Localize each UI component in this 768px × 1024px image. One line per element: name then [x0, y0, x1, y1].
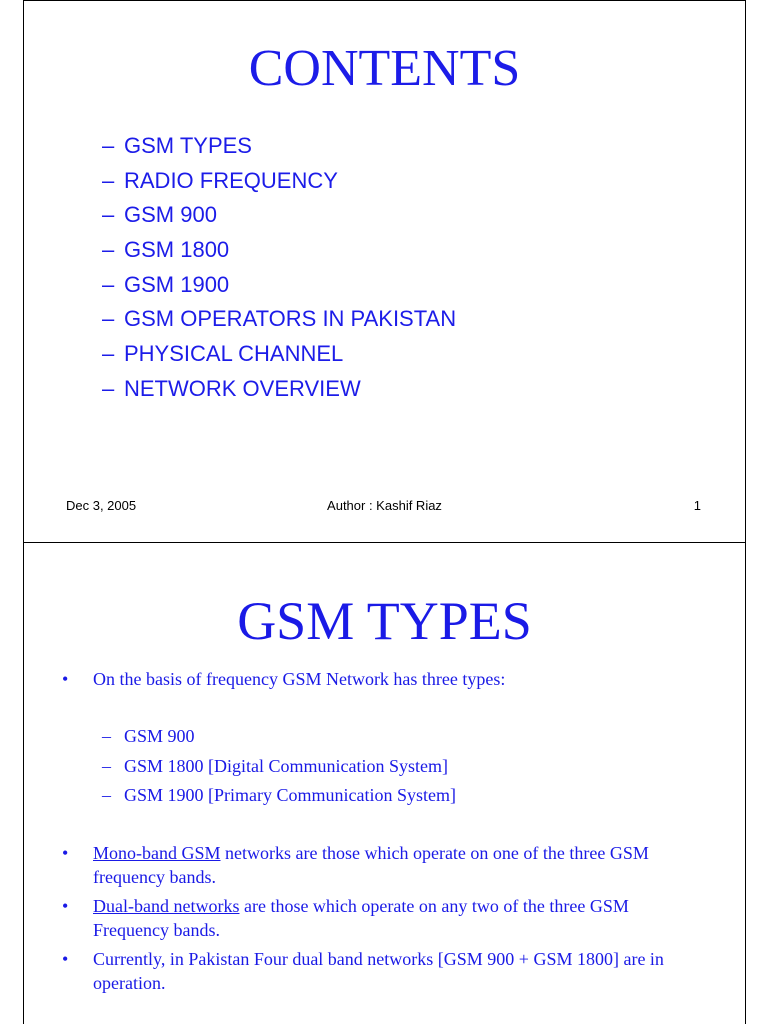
dual-band-term: Dual-band networks [93, 896, 240, 916]
slide-gsm-types [23, 542, 746, 1024]
bullet-intro [62, 667, 702, 691]
contents-list [102, 129, 456, 407]
slide-footer [24, 498, 745, 516]
list-item: – GSM 900 [102, 202, 217, 228]
footer-date: Dec 3, 2005 [66, 498, 137, 513]
footer-author: Author : Kashif Riaz [327, 498, 442, 513]
gsm-type-item: – GSM 1800 [Digital Communication System] [102, 756, 448, 776]
gsm-type-item: – GSM 1900 [Primary Communication System] [102, 785, 456, 805]
footer-page-number: 1 [693, 498, 701, 513]
bullet-text: On the basis of frequency GSM Network has three types: [93, 669, 506, 689]
bullet-mono-band [62, 841, 702, 889]
gsm-type-item: – GSM 900 [102, 726, 195, 746]
slide-contents [23, 0, 746, 543]
slide-title: GSM TYPES [237, 591, 532, 651]
list-item: – RADIO FREQUENCY [102, 167, 338, 193]
list-item: – GSM OPERATORS IN PAKISTAN [102, 306, 457, 332]
list-item: – NETWORK OVERVIEW [102, 375, 361, 401]
bullet-text: Currently, in Pakistan Four dual band networks [GSM 900 + GSM 1800] are in operation. [93, 949, 664, 993]
list-item: – GSM TYPES [102, 133, 252, 158]
bullet-dual-band [62, 894, 702, 942]
bullet-icon: • [62, 669, 69, 689]
bullet-icon: • [62, 843, 69, 863]
mono-band-term: Mono-band GSM [93, 843, 221, 863]
bullet-text: Dual-band networks are those which operate on any two of the three GSM Frequency bands. [93, 896, 629, 940]
bullet-current [62, 947, 702, 995]
bullet-icon: • [62, 896, 69, 916]
list-item: – GSM 1900 [102, 271, 230, 297]
list-item: – PHYSICAL CHANNEL [102, 341, 344, 367]
slide-title: CONTENTS [248, 40, 521, 97]
bullet-icon: • [62, 949, 69, 969]
bullet-text: Mono-band GSM networks are those which operate on one of the three GSM frequency bands. [93, 843, 649, 887]
list-item: – GSM 1800 [102, 237, 230, 263]
